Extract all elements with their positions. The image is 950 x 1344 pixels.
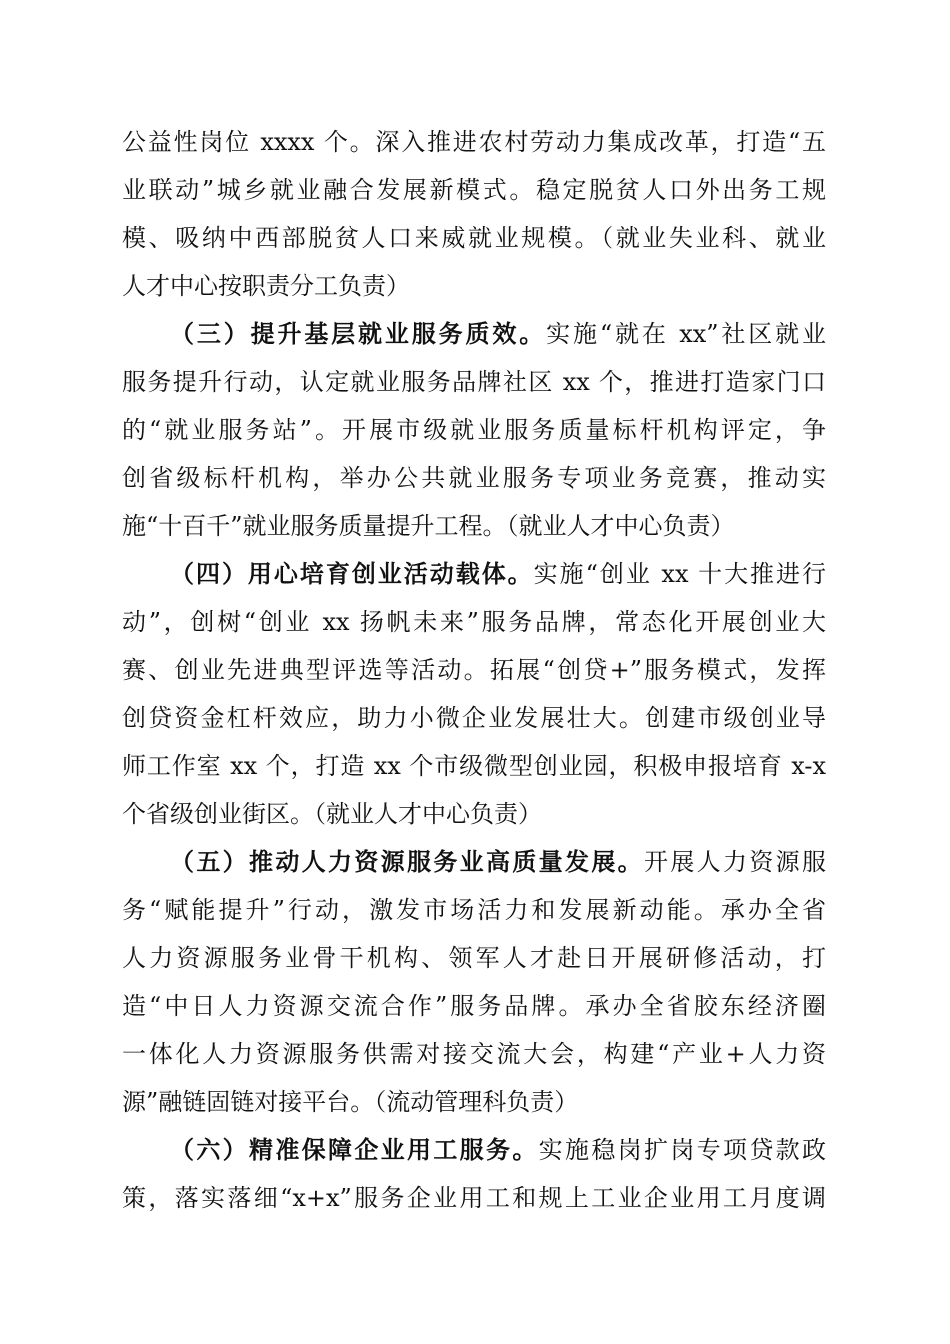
paragraph-section-4 <box>122 550 826 838</box>
text-line: 务“赋能提升”行动，激发市场活力和发展新动能。承办全省 <box>122 896 826 924</box>
section-heading: （四）用心培育创业活动载体。 <box>170 559 534 588</box>
text-line: 一体化人力资源服务供需对接交流大会，构建“产业+人力资 <box>122 1040 826 1068</box>
text-line: 师工作室 xx 个，打造 xx 个市级微型创业园，积极申报培育 x-x <box>122 752 826 780</box>
text-line-first <box>122 310 826 358</box>
text-line: 业联动”城乡就业融合发展新模式。稳定脱贫人口外出务工规 <box>122 176 826 204</box>
paragraph-section-3 <box>122 310 826 550</box>
text-line: 创贷资金杠杆效应，助力小微企业发展壮大。创建市级创业导 <box>122 704 826 732</box>
paragraph-section-6 <box>122 1126 826 1222</box>
text-line: 造“中日人力资源交流合作”服务品牌。承办全省胶东经济圈 <box>122 992 826 1020</box>
section-heading: （六）精准保障企业用工服务。 <box>170 1135 539 1164</box>
text-line: 模、吸纳中西部脱贫人口来威就业规模。（就业失业科、就业 <box>122 224 826 252</box>
text-run: 开展人力资源服 <box>644 848 826 876</box>
text-line: 服务提升行动，认定就业服务品牌社区 xx 个，推进打造家门口 <box>122 368 826 396</box>
text-line: 人才中心按职责分工负责） <box>122 272 410 300</box>
text-line: 人力资源服务业骨干机构、领军人才赴日开展研修活动，打 <box>122 944 826 972</box>
section-heading: （五）推动人力资源服务业高质量发展。 <box>170 847 644 876</box>
text-run: 实施稳岗扩岗专项贷款政 <box>538 1136 826 1164</box>
text-line: 个省级创业街区。（就业人才中心负责） <box>122 800 542 828</box>
text-line: 的“就业服务站”。开展市级就业服务质量标杆机构评定，争 <box>122 416 826 444</box>
section-heading: （三）提升基层就业服务质效。 <box>170 319 547 348</box>
text-run: 实施“创业 xx 十大推进行 <box>533 560 826 588</box>
text-line: 动”，创树“创业 xx 扬帆未来”服务品牌，常态化开展创业大 <box>122 608 826 636</box>
text-line: 创省级标杆机构，举办公共就业服务专项业务竞赛，推动实 <box>122 464 826 492</box>
text-line: 赛、创业先进典型评选等活动。拓展“创贷+”服务模式，发挥 <box>122 656 826 684</box>
text-line: 公益性岗位 xxxx 个。深入推进农村劳动力集成改革，打造“五 <box>122 128 826 156</box>
text-line: 施“十百千”就业服务质量提升工程。（就业人才中心负责） <box>122 512 735 540</box>
text-run: 实施“就在 xx”社区就业 <box>546 320 826 348</box>
text-line: 策，落实落细“x+x”服务企业用工和规上工业企业用工月度调 <box>122 1184 826 1212</box>
paragraph-employment-continuation <box>122 118 826 310</box>
paragraph-section-5 <box>122 838 826 1126</box>
text-line-first <box>122 550 826 598</box>
document-body <box>122 118 826 1222</box>
text-line-first <box>122 1126 826 1174</box>
text-line-first <box>122 838 826 886</box>
text-line: 源”融链固链对接平台。（流动管理科负责） <box>122 1088 579 1116</box>
